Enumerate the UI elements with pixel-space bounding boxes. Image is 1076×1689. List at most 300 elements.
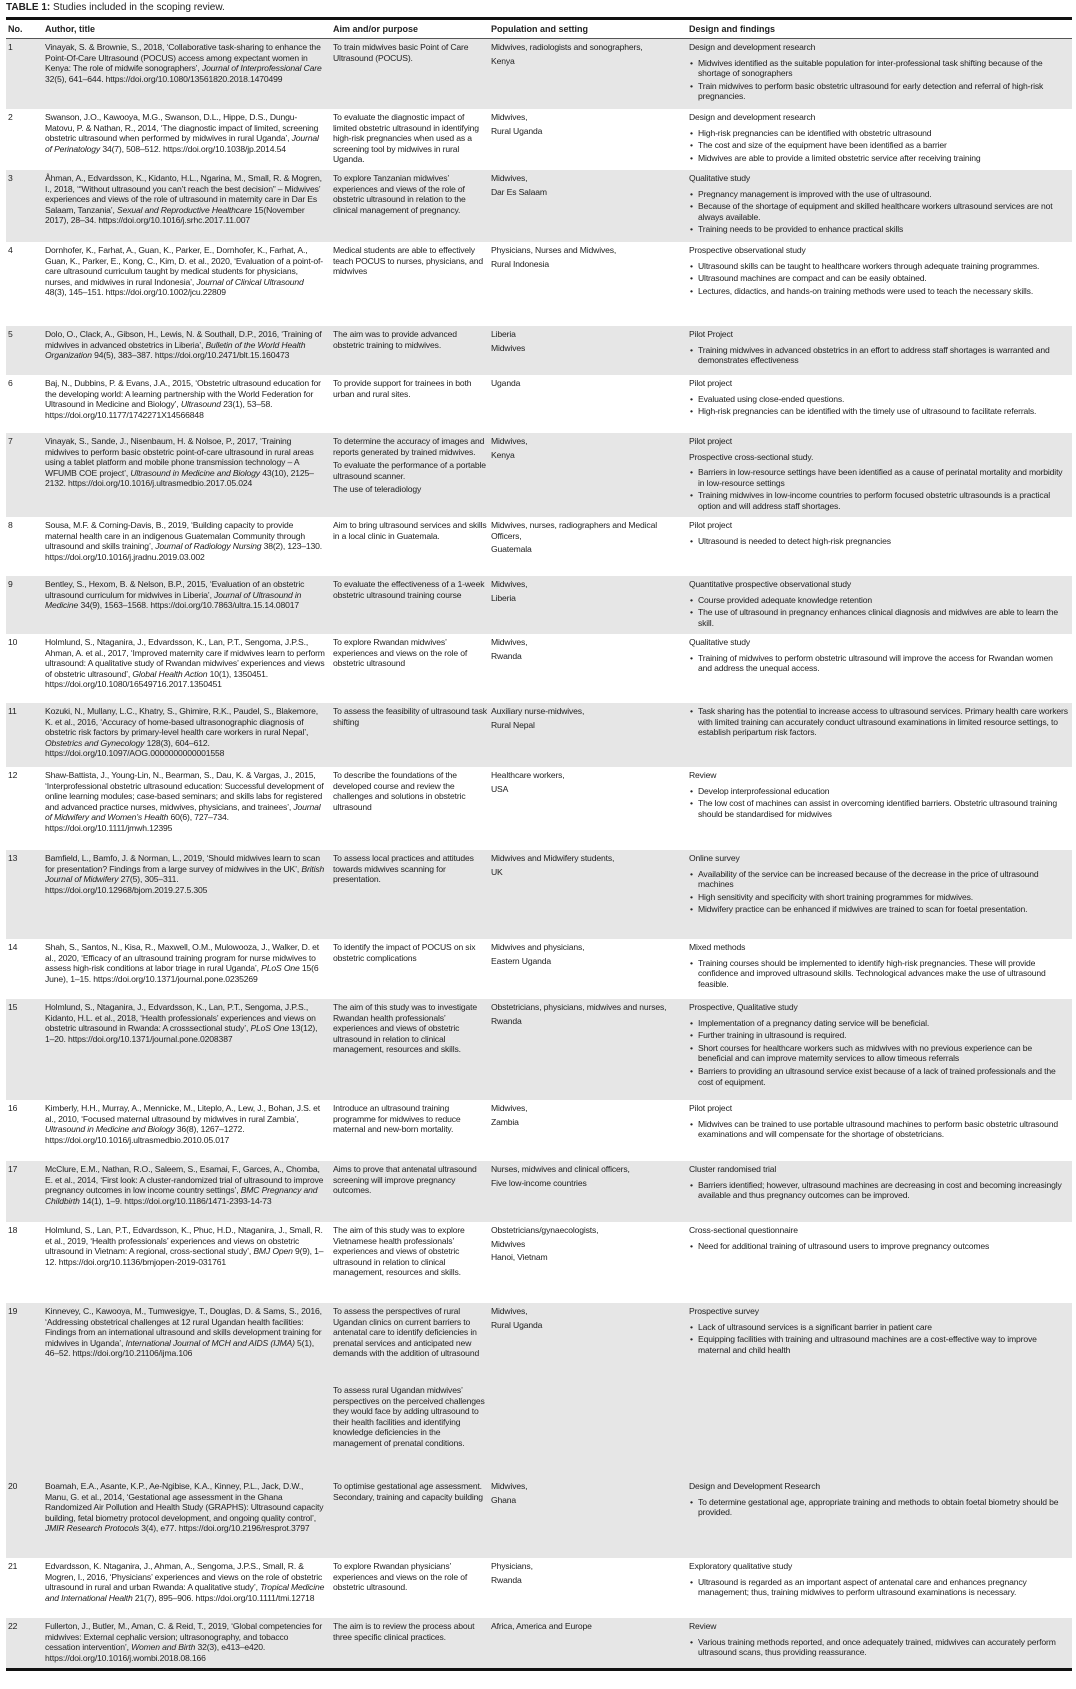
author-title-cell	[45, 173, 333, 242]
population-text: Auxiliary nurse-midwives,	[491, 706, 585, 716]
population-text: Liberia	[491, 329, 516, 339]
author-title-cell	[45, 770, 333, 850]
aim-text: The aim is to review the process about three specific clinical practices.	[333, 1621, 475, 1642]
studies-table	[6, 17, 1072, 1671]
aim-cell	[333, 520, 491, 576]
design-type: Pilot project	[689, 1103, 732, 1113]
aim-text: Aim to bring ultrasound services and skills in a local clinic in Guatemala.	[333, 520, 487, 541]
study-number: 21	[8, 1561, 18, 1571]
design-findings-cell	[689, 637, 1072, 703]
findings-list	[689, 595, 1068, 629]
population-text: Kenya	[491, 449, 515, 460]
aim-text: The aim of this study was to explore Vietnamese health professionals’ experiences and views of obstetric ultrasound in relation to clinical management, resources and skills.	[333, 1225, 465, 1278]
author-title-cell	[45, 1002, 333, 1100]
population-text: Physicians,	[491, 1561, 533, 1571]
citation-text: Shah, S., Santos, N., Kisa, R., Maxwell, O.M., Mulowooza, J., Walker, D. et al., 2020, ‘Efficacy of an ultrasound training program for nurse midwives to assess high-risk conditions at labor triage in rural Uganda’,	[45, 942, 320, 974]
findings-list	[689, 128, 1068, 164]
design-findings-cell	[689, 1103, 1072, 1161]
journal-name: BMC Pregnancy and Childbirth	[45, 1185, 318, 1206]
journal-name: Bulletin of the World Health Organization	[45, 339, 306, 361]
population-cell	[491, 1621, 689, 1668]
citation-details: 48(3), 145–151. https://doi.org/10.1002/jcu.22809	[45, 287, 226, 298]
population-cell	[491, 1103, 689, 1161]
population-text: Midwives,	[491, 112, 528, 122]
findings-list	[689, 261, 1068, 297]
aim-text: To explore Rwandan physicians’ experiences and views on the role of obstetric ultrasound.	[333, 1561, 468, 1593]
population-text: Midwives,	[491, 1103, 528, 1113]
citation-details: 3(4), e77. https://doi.org/10.2196/resprot.3797	[138, 1523, 310, 1534]
finding-item: • Because of the shortage of equipment and skilled healthcare workers ultrasound services are not always available.	[698, 201, 1068, 222]
population-text: Five low-income countries	[491, 1177, 587, 1188]
population-cell	[491, 942, 689, 999]
study-number: 16	[8, 1103, 18, 1113]
design-findings-cell	[689, 579, 1072, 634]
author-title-cell	[45, 1164, 333, 1222]
population-text: Liberia	[491, 592, 516, 603]
citation-text: Sousa, M.F. & Corning-Davis, B., 2019, ‘Building capacity to provide maternal health care in an indigenous Guatemalan Community through ultrasound and skills training’,	[45, 520, 306, 552]
author-title-cell	[45, 1561, 333, 1618]
author-title-cell	[45, 112, 333, 170]
population-text: Rural Uganda	[491, 1319, 543, 1330]
aim-cell	[333, 112, 491, 170]
population-text: Africa, America and Europe	[491, 1621, 592, 1631]
table-row	[6, 375, 1072, 433]
population-text: Hanoi, Vietnam	[491, 1252, 548, 1263]
author-title-cell	[45, 1621, 333, 1668]
author-title-cell	[45, 42, 333, 109]
journal-name: Sexual and Reproductive Healthcare	[117, 204, 252, 215]
aim-text: Aims to prove that antenatal ultrasound screening will improve pregnancy outcomes.	[333, 1164, 477, 1196]
citation-details: 38(2), 123–130. https://doi.org/10.1016/j.jradnu.2019.03.002	[45, 541, 323, 562]
aim-cell	[333, 942, 491, 999]
aim-cell	[333, 579, 491, 634]
citation-details: 15(November 2017), 28–34. https://doi.org/10.1016/j.srhc.2017.11.007	[45, 204, 305, 226]
aim-cell	[333, 1225, 491, 1303]
journal-name: Journal of Clinical Ultrasound	[196, 276, 304, 287]
citation-text: Holmlund, S., Lan, P.T., Edvardsson, K., Phuc, H.D., Ntaganira, J., Small, R. et al., 2019, ‘Health professionals’ experiences and views on obstetric ultrasound in Vietnam: A regional, cross-sectional study’,	[45, 1225, 323, 1257]
journal-name: PLoS One	[250, 1023, 289, 1034]
citation-text: Fullerton, J., Butler, M., Aman, C. & Reid, T., 2019, ‘Global competencies for midwives: External cephalic version; ultrasonography, and tobacco cessation intervention’,	[45, 1621, 323, 1653]
population-text: Midwives, radiologists and sonographers,	[491, 42, 643, 52]
table-row	[6, 1100, 1072, 1161]
population-cell	[491, 579, 689, 634]
study-number: 4	[8, 245, 13, 255]
design-type: Prospective cross-sectional study.	[689, 451, 814, 462]
population-text: Rural Nepal	[491, 719, 535, 730]
finding-item: • High sensitivity and specificity with short training programmes for midwives.	[698, 892, 1068, 903]
table-row	[6, 767, 1072, 850]
journal-name: Ultrasound	[180, 399, 221, 410]
citation-details: 94(5), 383–387. https://doi.org/10.2471/blt.15.160473	[91, 350, 290, 361]
citation-text: Åhman, A., Edvardsson, K., Kidanto, H.L., Ngarina, M., Small, R. & Mogren, I., 2018, ‘“Without ultrasound you can’t reach the best decision” – Midwives’ experiences and views of the role of ultrasound in maternity care in Dar Es Salaam, Tanzania’,	[45, 173, 322, 215]
population-text: Rwanda	[491, 1574, 522, 1585]
aim-cell	[333, 42, 491, 109]
design-type: Pilot project	[689, 436, 732, 446]
citation-details: 32(3), e413–e420. https://doi.org/10.1016/j.wombi.2018.08.166	[45, 1642, 266, 1663]
citation-details: 15(6 June), 1–15. https://doi.org/10.1371/journal.pone.0235269	[45, 963, 319, 984]
aim-cell	[333, 436, 491, 517]
table-row	[6, 109, 1072, 170]
population-cell	[491, 42, 689, 109]
finding-item: • Evaluated using close-ended questions.	[698, 394, 1068, 405]
citation-details: 14(1), 1–9. https://doi.org/10.1186/1471-2393-14-73	[79, 1195, 272, 1206]
study-number: 20	[8, 1481, 18, 1491]
citation-text: Shaw-Battista, J., Young-Lin, N., Bearman, S., Dau, K. & Vargas, J., 2015, ‘Interprofessional obstetric ultrasound education: Successful development of online learning modules; case-based seminars; and skills labs for registered and advanced practice nurses, midwives, physicians, and trainees’,	[45, 770, 324, 812]
design-findings-cell	[689, 245, 1072, 326]
table-row	[6, 517, 1072, 576]
design-findings-cell	[689, 1306, 1072, 1478]
study-number: 2	[8, 112, 13, 122]
aim-cell	[333, 173, 491, 242]
population-cell	[491, 1225, 689, 1303]
journal-name: Women and Birth	[131, 1642, 196, 1653]
population-cell	[491, 770, 689, 850]
design-type: Qualitative study	[689, 173, 750, 183]
findings-list	[689, 1637, 1068, 1658]
study-number: 6	[8, 378, 13, 388]
citation-details: 34(9), 1563–1568. https://doi.org/10.7863/ultra.15.14.08017	[78, 600, 300, 611]
finding-item: • Pregnancy management is improved with the use of ultrasound.	[698, 189, 1068, 200]
findings-list	[689, 58, 1068, 102]
population-text: Physicians, Nurses and Midwives,	[491, 245, 617, 255]
finding-item: • Ultrasound is regarded as an important aspect of antenatal care and enhances pregnancy management; thus, training midwives to perform ultrasound examinations is necessary.	[698, 1577, 1068, 1598]
journal-name: Obstetrics and Gynecology	[45, 737, 145, 748]
findings-list	[689, 536, 1068, 547]
aim-text: The aim was to provide advanced obstetric training to midwives.	[333, 329, 457, 350]
population-cell	[491, 1481, 689, 1558]
finding-item: • Training midwives in advanced obstetrics in an effort to address staff shortages is warranted and demonstrates effectiveness	[698, 345, 1068, 366]
aim-cell	[333, 329, 491, 375]
author-title-cell	[45, 853, 333, 939]
findings-list	[689, 1018, 1068, 1088]
table-row	[6, 999, 1072, 1100]
study-number: 10	[8, 637, 18, 647]
journal-name: JMIR Research Protocols	[45, 1523, 139, 1534]
population-cell	[491, 1306, 689, 1478]
study-number: 13	[8, 853, 18, 863]
table-row	[6, 242, 1072, 326]
design-findings-cell	[689, 520, 1072, 576]
aim-text: To identify the impact of POCUS on six obstetric complications	[333, 942, 476, 963]
citation-text: Kimberly, H.H., Murray, A., Mennicke, M., Liteplo, A., Lew, J., Bohan, J.S. et al., 2010, ‘Focused maternal ultrasound by midwives in rural Zambia’,	[45, 1103, 321, 1124]
citation-text: Baj, N., Dubbins, P. & Evans, J.A., 2015, ‘Obstetric ultrasound education for the developing world: A learning partnership with the World Federation for Ultrasound in Medicine and Biology’,	[45, 378, 321, 410]
finding-item: • The low cost of machines can assist in overcoming identified barriers. Obstetric ultrasound training should be standardised for midwives	[698, 798, 1068, 819]
table-row	[6, 39, 1072, 109]
design-findings-cell	[689, 1481, 1072, 1558]
author-title-cell	[45, 942, 333, 999]
population-text: Guatemala	[491, 544, 532, 555]
table-row	[6, 634, 1072, 703]
population-cell	[491, 1164, 689, 1222]
population-cell	[491, 112, 689, 170]
citation-text: Kozuki, N., Mullany, L.C., Khatry, S., Ghimire, R.K., Paudel, S., Blakemore, K. et al., 2016, ‘Accuracy of home-based ultrasonographic diagnosis of obstetric risk factors by primary-level health care workers in rural Nepal’,	[45, 706, 318, 738]
table-row	[6, 1558, 1072, 1618]
design-findings-cell	[689, 1164, 1072, 1222]
population-cell	[491, 436, 689, 517]
design-type: Quantitative prospective observational study	[689, 579, 852, 589]
journal-name: Journal of Ultrasound in Medicine	[45, 589, 302, 611]
findings-list	[689, 869, 1068, 915]
aim-text: To determine the accuracy of images and reports generated by trained midwives.	[333, 436, 485, 457]
findings-list	[689, 467, 1068, 511]
design-type: Design and development research	[689, 42, 816, 52]
design-findings-cell	[689, 1225, 1072, 1303]
design-findings-cell	[689, 770, 1072, 850]
population-text: Midwives,	[491, 1306, 528, 1316]
finding-item: • Further training in ultrasound is required.	[698, 1030, 1068, 1041]
author-title-cell	[45, 637, 333, 703]
aim-cell	[333, 706, 491, 767]
aim-text: To assess rural Ugandan midwives’ perspectives on the perceived challenges they would face by adding ultrasound to their health facilities and identifying knowledge deficiencies in the management of prenatal conditions.	[333, 1384, 485, 1448]
citation-text: Kinnevey, C., Kawooya, M., Tumwesigye, T., Douglas, D. & Sams, S., 2016, ‘Addressing obstetrical challenges at 12 rural Ugandan health facilities: Findings from an international ultrasound and skills development training for midwives in Uganda’,	[45, 1306, 322, 1348]
design-findings-cell	[689, 1621, 1072, 1668]
population-text: Midwives and Midwifery students,	[491, 853, 615, 863]
author-title-cell	[45, 1481, 333, 1558]
finding-item: • Need for additional training of ultrasound users to improve pregnancy outcomes	[698, 1241, 1068, 1252]
findings-list	[689, 706, 1068, 738]
citation-text: Holmlund, S., Ntaganira, J., Edvardsson, K., Lan, P.T., Sengoma, J.P.S., Ahman, A. et al., 2017, ‘Improved maternity care if midwives learn to perform ultrasound: A qualitative study of Rwandan midwives’ experiences and views of obstetric ultrasound’,	[45, 637, 325, 679]
author-title-cell	[45, 1306, 333, 1478]
design-type: Online survey	[689, 853, 740, 863]
findings-list	[689, 189, 1068, 235]
population-text: Midwives,	[491, 637, 528, 647]
design-findings-cell	[689, 329, 1072, 375]
findings-list	[689, 345, 1068, 366]
findings-list	[689, 1180, 1068, 1201]
population-text: Rural Indonesia	[491, 258, 549, 269]
aim-cell	[333, 1306, 491, 1478]
population-text: Midwives,	[491, 173, 528, 183]
findings-list	[689, 1497, 1068, 1518]
aim-cell	[333, 1561, 491, 1618]
aim-text: To provide support for trainees in both urban and rural sites.	[333, 378, 472, 399]
journal-name: British Journal of Midwifery	[45, 863, 325, 885]
table-body	[6, 39, 1072, 1668]
population-text: Midwives and physicians,	[491, 942, 585, 952]
study-number: 22	[8, 1621, 18, 1631]
population-text: Midwives, nurses, radiographers and Medical Officers,	[491, 520, 657, 541]
findings-list	[689, 958, 1068, 990]
table-row	[6, 703, 1072, 767]
findings-list	[689, 1322, 1068, 1356]
population-text: Kenya	[491, 55, 515, 66]
finding-item: • High-risk pregnancies can be identified with the timely use of ultrasound to facilitate referrals.	[698, 406, 1068, 417]
aim-cell	[333, 1481, 491, 1558]
table-row	[6, 939, 1072, 999]
citation-details: 128(3), 604–612. https://doi.org/10.1097/AOG.0000000000001558	[45, 737, 225, 759]
finding-item: • Implementation of a pregnancy dating service will be beneficial.	[698, 1018, 1068, 1029]
population-text: Eastern Uganda	[491, 955, 552, 966]
design-findings-cell	[689, 706, 1072, 767]
citation-details: 32(5), 641–644. https://doi.org/10.1080/13561820.2018.1470499	[45, 73, 283, 84]
population-cell	[491, 378, 689, 433]
aim-text: To assess the perspectives of rural Ugandan clinics on current barriers to antenatal care to identify deficiencies in prenatal services and anticipated new demands with the addition of ultrasound	[333, 1306, 480, 1359]
citation-text: Edvardsson, K. Ntaganira, J., Ahman, A., Sengoma, J.P.S., Small, R. & Mogren, I., 2016, ‘Physicians’ experiences and views on the role of obstetric ultrasound in rural and urban Rwanda: A qualitative study’,	[45, 1561, 323, 1593]
citation-details: 60(6), 727–734. https://doi.org/10.1111/jmwh.12395	[45, 812, 229, 833]
study-number: 14	[8, 942, 18, 952]
finding-item: • Ultrasound machines are compact and can be easily obtained.	[698, 273, 1068, 284]
findings-list	[689, 394, 1068, 417]
study-number: 5	[8, 329, 13, 339]
citation-details: 36(8), 1267–1272. https://doi.org/10.1016/j.ultrasmedbio.2010.05.017	[45, 1124, 245, 1145]
header-author-title: Author, title	[45, 24, 95, 34]
author-title-cell	[45, 245, 333, 326]
population-text: Rwanda	[491, 1015, 522, 1026]
population-text: Rural Uganda	[491, 125, 543, 136]
design-type: Qualitative study	[689, 637, 750, 647]
population-cell	[491, 173, 689, 242]
population-text: UK	[491, 866, 503, 877]
design-type: Design and Development Research	[689, 1481, 821, 1491]
design-type: Review	[689, 1621, 717, 1631]
table-header-row	[6, 20, 1072, 39]
table-row	[6, 1478, 1072, 1558]
finding-item: • Lack of ultrasound services is a significant barrier in patient care	[698, 1322, 1068, 1333]
aim-cell	[333, 637, 491, 703]
finding-item: • Lectures, didactics, and hands-on training methods were used to teach the necessary skills.	[698, 286, 1068, 297]
study-number: 17	[8, 1164, 18, 1174]
finding-item: • Training courses should be implemented to identify high-risk pregnancies. These will provide confidence and improved ultrasound skills. Technological advances make the use of ultrasound feasible.	[698, 958, 1068, 990]
population-text: Ghana	[491, 1494, 517, 1505]
design-findings-cell	[689, 853, 1072, 939]
aim-text: To train midwives basic Point of Care Ultrasound (POCUS).	[333, 42, 469, 63]
population-cell	[491, 1561, 689, 1618]
aim-cell	[333, 1103, 491, 1161]
author-title-cell	[45, 520, 333, 576]
aim-text: The aim of this study was to investigate Rwandan health professionals’ experiences and views of obstetric ultrasound in relation to clinical management, resources and skills.	[333, 1002, 477, 1055]
header-population: Population and setting	[491, 24, 588, 34]
citation-text: Swanson, J.O., Kawooya, M.G., Swanson, D.L., Hippe, D.S., Dungu-Matovu, P. & Nathan, R., 2014, ‘The diagnostic impact of limited, screening obstetric ultrasound when performed by midwives in rural Uganda’,	[45, 112, 319, 144]
finding-item: • Barriers identified; however, ultrasound machines are decreasing in cost and becoming increasingly available and thus pregnancy outcomes can be improved.	[698, 1180, 1068, 1201]
finding-item: • Ultrasound skills can be taught to healthcare workers through adequate training programmes.	[698, 261, 1068, 272]
aim-cell	[333, 1621, 491, 1668]
citation-text: Boamah, E.A., Asante, K.P., Ae-Ngibise, K.A., Kinney, P.L., Jack, D.W., Manu, G. et al., 2014, ‘Gestational age assessment in the Ghana Randomized Air Pollution and Health Study (GRAPHS): Ultrasound capacity building, fetal biometry protocol development, and ongoing quality control’,	[45, 1481, 324, 1523]
design-type: Prospective, Qualitative study	[689, 1002, 798, 1012]
table-row	[6, 1222, 1072, 1303]
study-number: 9	[8, 579, 13, 589]
table-row	[6, 1303, 1072, 1478]
population-cell	[491, 853, 689, 939]
table-row	[6, 326, 1072, 375]
citation-details: 27(5), 305–311. https://doi.org/10.12968/bjom.2019.27.5.305	[45, 874, 208, 895]
design-findings-cell	[689, 1561, 1072, 1618]
study-number: 18	[8, 1225, 18, 1235]
design-findings-cell	[689, 1002, 1072, 1100]
design-type: Design and development research	[689, 112, 816, 122]
aim-text: To assess local practices and attitudes towards midwives scanning for presentation.	[333, 853, 474, 885]
journal-name: Journal of Interprofessional Care	[201, 63, 322, 74]
population-text: Midwives,	[491, 436, 528, 446]
aim-cell	[333, 1002, 491, 1100]
design-findings-cell	[689, 112, 1072, 170]
design-type: Prospective survey	[689, 1306, 759, 1316]
citation-text: Dolo, O., Clack, A., Gibson, H., Lewis, N. & Southall, D.P., 2016, ‘Training of midwives in advanced obstetrics in Liberia’,	[45, 329, 322, 350]
finding-item: • Short courses for healthcare workers such as midwives with no previous experience can be beneficial and can improve maternity services to allow timeous referrals	[698, 1043, 1068, 1064]
finding-item: • Develop interprofessional education	[698, 786, 1068, 797]
finding-item: • Barriers to providing an ultrasound service exist because of a lack of trained professionals and the cost of equipment.	[698, 1066, 1068, 1087]
study-number: 11	[8, 706, 17, 716]
finding-item: • Barriers in low-resource settings have been identified as a cause of perinatal mortality and morbidity in low-resource settings	[698, 467, 1068, 488]
finding-item: • Various training methods reported, and once adequately trained, midwives can accurately perform ultrasound scans, thus providing reassurance.	[698, 1637, 1068, 1658]
citation-text: Dornhofer, K., Farhat, A., Guan, K., Parker, E., Dornhofer, K., Farhat, A., Guan, K., Parker, E., Kong, C., Kim, D. et al., 2020, ‘Evaluation of a point-of-care ultrasound curriculum taught by medical students for physicians, nurses, and midwives in rural Indonesia’,	[45, 245, 323, 287]
table-caption-text: Studies included in the scoping review.	[50, 2, 225, 13]
citation-text: Holmlund, S., Ntaganira, J., Edvardsson, K., Lan, P.T., Sengoma, J.P.S., Kidanto, H.L. et al., 2018, ‘Health professionals’ experiences and views on obstetric ultrasound in Rwanda: A crosssectional study’,	[45, 1002, 316, 1034]
population-text: USA	[491, 783, 509, 794]
aim-text: To explore Tanzanian midwives’ experiences and views of the role of obstetric ultrasound in relation to the clinical management of pregnancy.	[333, 173, 466, 215]
design-findings-cell	[689, 942, 1072, 999]
citation-text: McClure, E.M., Nathan, R.O., Saleem, S., Esamai, F., Garces, A., Chomba, E. et al., 2014, ‘First look: A cluster-randomized trial of ultrasound to improve pregnancy outcomes in low income country settings’,	[45, 1164, 324, 1196]
table-row	[6, 170, 1072, 242]
population-text: Midwives	[491, 1238, 526, 1249]
finding-item: • Midwives identified as the suitable population for inter-professional task shifting because of the shortage of sonographers	[698, 58, 1068, 79]
population-cell	[491, 706, 689, 767]
population-text: Obstetricians/gynaecologists,	[491, 1225, 599, 1235]
aim-text: To evaluate the diagnostic impact of limited obstetric ultrasound in identifying high-risk pregnancies when used as a screening tool by midwives in rural Uganda.	[333, 112, 479, 165]
citation-text: Vinayak, S. & Brownie, S., 2018, ‘Collaborative task-sharing to enhance the Point-Of-Care Ultrasound (POCUS) access among expectant women in Kenya: The role of midwife sonographers’,	[45, 42, 321, 74]
findings-list	[689, 1119, 1068, 1140]
finding-item: • Midwifery practice can be enhanced if midwives are trained to scan for foetal presentation.	[698, 904, 1068, 915]
author-title-cell	[45, 329, 333, 375]
citation-text: Bamfield, L., Bamfo, J. & Norman, L., 2019, ‘Should midwives learn to scan for presentation? Findings from a large survey of midwives in the UK’,	[45, 853, 321, 874]
findings-list	[689, 786, 1068, 820]
journal-name: International Journal of MCH and AIDS (IJMA)	[125, 1337, 295, 1348]
finding-item: • Training needs to be provided to enhance practical skills	[698, 224, 1068, 235]
aim-cell	[333, 1164, 491, 1222]
finding-item: • Train midwives to perform basic obstetric ultrasound for early detection and referral of high-risk pregnancies.	[698, 81, 1068, 102]
author-title-cell	[45, 706, 333, 767]
population-text: Nurses, midwives and clinical officers,	[491, 1164, 630, 1174]
design-type: Exploratory qualitative study	[689, 1561, 793, 1571]
citation-details: 21(7), 895–906. https://doi.org/10.1111/tmi.12718	[132, 1592, 315, 1603]
aim-text: The use of teleradiology	[333, 484, 422, 495]
aim-text: Medical students are able to effectively teach POCUS to nurses, physicians, and midwives	[333, 245, 484, 277]
citation-details: 34(7), 508–512. https://doi.org/10.1038/jp.2014.54	[100, 143, 286, 154]
design-type: Cross-sectional questionnaire	[689, 1225, 798, 1235]
header-design: Design and findings	[689, 24, 776, 34]
citation-details: 13(12), 1–20. https://doi.org/10.1371/journal.pone.0208387	[45, 1023, 318, 1044]
design-type: Mixed methods	[689, 942, 746, 952]
population-text: Midwives	[491, 342, 526, 353]
author-title-cell	[45, 1103, 333, 1161]
design-type: Pilot project	[689, 520, 732, 530]
author-title-cell	[45, 579, 333, 634]
header-no: No.	[8, 24, 23, 34]
finding-item: • The cost and size of the equipment have been identified as a barrier	[698, 140, 1068, 151]
population-text: Midwives,	[491, 579, 528, 589]
header-aim: Aim and/or purpose	[333, 24, 419, 34]
citation-details: 5(1), 46–52. https://doi.org/10.21106/ijma.106	[45, 1337, 314, 1359]
population-text: Healthcare workers,	[491, 770, 565, 780]
finding-item: • Ultrasound is needed to detect high-risk pregnancies	[698, 536, 1068, 547]
aim-text: Introduce an ultrasound training programme for midwives to reduce maternal and new-born mortality.	[333, 1103, 461, 1135]
author-title-cell	[45, 436, 333, 517]
design-type: Pilot Project	[689, 329, 733, 339]
study-number: 3	[8, 173, 13, 183]
aim-text: To evaluate the effectiveness of a 1-week obstetric ultrasound training course	[333, 579, 485, 600]
aim-text: To optimise gestational age assessment. Secondary, training and capacity building	[333, 1481, 483, 1502]
design-findings-cell	[689, 378, 1072, 433]
population-text: Rwanda	[491, 650, 522, 661]
author-title-cell	[45, 1225, 333, 1303]
finding-item: • Training of midwives to perform obstetric ultrasound will improve the access for Rwandan women and address the unequal access.	[698, 653, 1068, 674]
design-type: Prospective observational study	[689, 245, 806, 255]
table-caption	[6, 2, 225, 13]
population-text: Midwives,	[491, 1481, 528, 1491]
study-number: 7	[8, 436, 13, 446]
finding-item: • Training midwives in low-income countries to perform focused obstetric ultrasounds is a practical option and will address staff shortages.	[698, 490, 1068, 511]
citation-details: 23(1), 53–58. https://doi.org/10.1177/1742271X14566848	[45, 399, 273, 420]
population-cell	[491, 520, 689, 576]
